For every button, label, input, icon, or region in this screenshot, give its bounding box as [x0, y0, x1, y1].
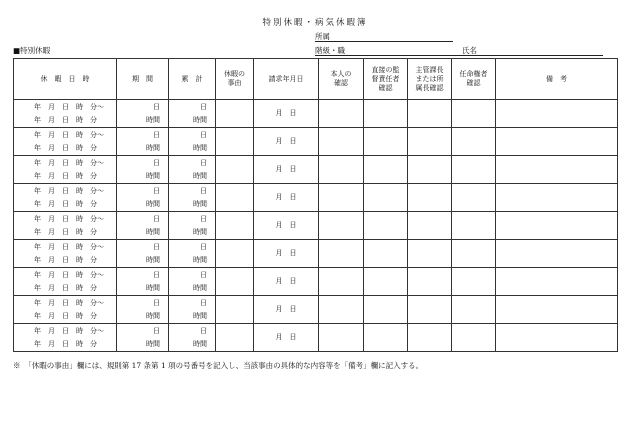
cumulative-cell[interactable]	[169, 296, 216, 324]
footnote: ※ 「休暇の事由」欄には、規則第 17 条第 1 項の号番号を記入し、当該事由の具体的な内容等を「備考」欄に記入する。	[13, 361, 424, 370]
manager-confirm-cell[interactable]	[408, 296, 452, 324]
end-datetime: 年 月 日 時 分	[34, 143, 97, 152]
header-line: 任命権者	[459, 70, 488, 78]
request-date-cell[interactable]: 月 日	[254, 184, 319, 212]
header-period	[117, 59, 169, 100]
appointer-confirm-cell[interactable]	[452, 296, 496, 324]
end-datetime: 年 月 日 時 分	[34, 171, 97, 180]
cumulative-hours-unit: 時間	[193, 283, 207, 292]
end-datetime: 年 月 日 時 分	[34, 115, 97, 124]
cumulative-days-unit: 日	[200, 270, 207, 279]
period-hours-unit: 時間	[146, 143, 160, 152]
cumulative-hours-unit: 時間	[193, 255, 207, 264]
manager-confirm-cell[interactable]	[408, 212, 452, 240]
remarks-cell[interactable]	[496, 268, 618, 296]
supervisor-confirm-cell[interactable]	[364, 240, 408, 268]
cumulative-days-unit: 日	[200, 242, 207, 251]
header-appointer-confirm	[452, 59, 496, 100]
table-row	[14, 128, 618, 156]
end-datetime: 年 月 日 時 分	[34, 283, 97, 292]
self-confirm-cell[interactable]	[319, 100, 364, 128]
period-cell[interactable]	[117, 100, 169, 128]
request-date-cell[interactable]: 月 日	[254, 296, 319, 324]
period-cell[interactable]	[117, 240, 169, 268]
header-line: 確認	[334, 79, 348, 87]
appointer-confirm-cell[interactable]	[452, 324, 496, 352]
start-datetime: 年 月 日 時 分～	[34, 270, 104, 279]
cumulative-cell[interactable]	[169, 324, 216, 352]
reason-cell[interactable]	[216, 268, 254, 296]
section-label: ■特別休暇	[13, 46, 51, 55]
supervisor-confirm-cell[interactable]	[364, 212, 408, 240]
header-line: 累 計	[181, 74, 203, 83]
cumulative-days-unit: 日	[200, 214, 207, 223]
period-days-unit: 日	[153, 242, 160, 251]
start-datetime: 年 月 日 時 分～	[34, 242, 104, 251]
period-cell[interactable]	[117, 128, 169, 156]
reason-cell[interactable]	[216, 184, 254, 212]
end-datetime: 年 月 日 時 分	[34, 339, 97, 348]
end-datetime: 年 月 日 時 分	[34, 199, 97, 208]
leave-datetime-cell[interactable]	[14, 296, 117, 324]
table-row	[14, 212, 618, 240]
header-manager-confirm	[408, 59, 452, 100]
start-datetime: 年 月 日 時 分～	[34, 326, 104, 335]
cumulative-cell[interactable]	[169, 184, 216, 212]
cumulative-cell[interactable]	[169, 128, 216, 156]
self-confirm-cell[interactable]	[319, 128, 364, 156]
header-remarks	[496, 59, 618, 100]
manager-confirm-cell[interactable]	[408, 128, 452, 156]
appointer-confirm-cell[interactable]	[452, 212, 496, 240]
reason-cell[interactable]	[216, 212, 254, 240]
header-datetime	[14, 59, 117, 100]
remarks-cell[interactable]	[496, 296, 618, 324]
period-hours-unit: 時間	[146, 199, 160, 208]
period-days-unit: 日	[153, 130, 160, 139]
cumulative-hours-unit: 時間	[193, 115, 207, 124]
period-days-unit: 日	[153, 326, 160, 335]
header-supervisor-confirm	[364, 59, 408, 100]
start-datetime: 年 月 日 時 分～	[34, 158, 104, 167]
table-body	[14, 100, 618, 352]
manager-confirm-cell[interactable]	[408, 324, 452, 352]
remarks-cell[interactable]	[496, 240, 618, 268]
request-date-cell[interactable]: 月 日	[254, 324, 319, 352]
form-title: 特別休暇・病気休暇簿	[262, 18, 368, 28]
cumulative-days-unit: 日	[200, 158, 207, 167]
supervisor-confirm-cell[interactable]	[364, 268, 408, 296]
appointer-confirm-cell[interactable]	[452, 184, 496, 212]
reason-cell[interactable]	[216, 128, 254, 156]
table-row	[14, 268, 618, 296]
cumulative-days-unit: 日	[200, 186, 207, 195]
request-date-cell[interactable]: 月 日	[254, 268, 319, 296]
affiliation-label: 所属	[315, 32, 330, 41]
cumulative-hours-unit: 時間	[193, 339, 207, 348]
leave-datetime-cell[interactable]	[14, 212, 117, 240]
manager-confirm-cell[interactable]	[408, 268, 452, 296]
period-days-unit: 日	[153, 298, 160, 307]
manager-confirm-cell[interactable]	[408, 240, 452, 268]
header-line: 休暇の	[224, 70, 245, 78]
supervisor-confirm-cell[interactable]	[364, 324, 408, 352]
request-date-cell[interactable]: 月 日	[254, 100, 319, 128]
leave-datetime-cell[interactable]	[14, 268, 117, 296]
appointer-confirm-cell[interactable]	[452, 156, 496, 184]
period-hours-unit: 時間	[146, 311, 160, 320]
affiliation-field-line	[315, 41, 453, 42]
manager-confirm-cell[interactable]	[408, 184, 452, 212]
start-datetime: 年 月 日 時 分～	[34, 130, 104, 139]
period-hours-unit: 時間	[146, 227, 160, 236]
table-row	[14, 296, 618, 324]
period-days-unit: 日	[153, 270, 160, 279]
request-date-cell[interactable]: 月 日	[254, 156, 319, 184]
cumulative-cell[interactable]	[169, 240, 216, 268]
remarks-cell[interactable]	[496, 184, 618, 212]
name-label: 氏名	[462, 46, 477, 55]
header-reason	[216, 59, 254, 100]
cumulative-days-unit: 日	[200, 298, 207, 307]
period-days-unit: 日	[153, 186, 160, 195]
period-cell[interactable]	[117, 184, 169, 212]
remarks-cell[interactable]	[496, 100, 618, 128]
appointer-confirm-cell[interactable]	[452, 128, 496, 156]
header-line: または所	[415, 74, 444, 83]
request-date-cell[interactable]: 月 日	[254, 240, 319, 268]
cumulative-days-unit: 日	[200, 130, 207, 139]
cumulative-hours-unit: 時間	[193, 199, 207, 208]
period-cell[interactable]	[117, 212, 169, 240]
header-cumulative	[169, 59, 216, 100]
cumulative-hours-unit: 時間	[193, 143, 207, 152]
reason-cell[interactable]	[216, 324, 254, 352]
start-datetime: 年 月 日 時 分～	[34, 214, 104, 223]
header-line: 休 暇 日 時	[40, 74, 90, 83]
supervisor-confirm-cell[interactable]	[364, 100, 408, 128]
leave-datetime-cell[interactable]	[14, 240, 117, 268]
self-confirm-cell[interactable]	[319, 268, 364, 296]
header-line: 属長確認	[415, 83, 444, 92]
period-cell[interactable]	[117, 156, 169, 184]
header-line: 主管課長	[415, 65, 444, 74]
end-datetime: 年 月 日 時 分	[34, 255, 97, 264]
header-line: 期 間	[132, 74, 153, 83]
remarks-cell[interactable]	[496, 156, 618, 184]
supervisor-confirm-cell[interactable]	[364, 128, 408, 156]
cumulative-hours-unit: 時間	[193, 311, 207, 320]
manager-confirm-cell[interactable]	[408, 100, 452, 128]
header-line: 確認	[466, 79, 481, 87]
cumulative-cell[interactable]	[169, 100, 216, 128]
cumulative-cell[interactable]	[169, 156, 216, 184]
cumulative-cell[interactable]	[169, 268, 216, 296]
table-row	[14, 184, 618, 212]
manager-confirm-cell[interactable]	[408, 156, 452, 184]
leave-datetime-cell[interactable]	[14, 156, 117, 184]
leave-datetime-cell[interactable]	[14, 184, 117, 212]
cumulative-cell[interactable]	[169, 212, 216, 240]
self-confirm-cell[interactable]	[319, 296, 364, 324]
period-cell[interactable]	[117, 296, 169, 324]
period-days-unit: 日	[153, 214, 160, 223]
period-hours-unit: 時間	[146, 171, 160, 180]
header-line: 事由	[227, 79, 242, 87]
header-line: 確認	[378, 83, 393, 92]
reason-cell[interactable]	[216, 100, 254, 128]
start-datetime: 年 月 日 時 分～	[34, 102, 104, 111]
request-date-cell[interactable]: 月 日	[254, 128, 319, 156]
header-line: 督責任者	[371, 74, 400, 83]
remarks-cell[interactable]	[496, 324, 618, 352]
period-days-unit: 日	[153, 158, 160, 167]
period-hours-unit: 時間	[146, 339, 160, 348]
reason-cell[interactable]	[216, 240, 254, 268]
period-hours-unit: 時間	[146, 283, 160, 292]
cumulative-hours-unit: 時間	[193, 227, 207, 236]
supervisor-confirm-cell[interactable]	[364, 296, 408, 324]
table-row	[14, 324, 618, 352]
cumulative-hours-unit: 時間	[193, 171, 207, 180]
header-line: 直接の監	[371, 65, 400, 74]
header-request-date	[254, 59, 319, 100]
self-confirm-cell[interactable]	[319, 184, 364, 212]
rank-name-field-line	[315, 55, 603, 56]
appointer-confirm-cell[interactable]	[452, 240, 496, 268]
table-row	[14, 156, 618, 184]
reason-cell[interactable]	[216, 296, 254, 324]
end-datetime: 年 月 日 時 分	[34, 311, 97, 320]
period-hours-unit: 時間	[146, 115, 160, 124]
leave-datetime-cell[interactable]	[14, 128, 117, 156]
end-datetime: 年 月 日 時 分	[34, 227, 97, 236]
appointer-confirm-cell[interactable]	[452, 268, 496, 296]
reason-cell[interactable]	[216, 156, 254, 184]
header-line: 請求年月日	[268, 74, 304, 83]
self-confirm-cell[interactable]	[319, 212, 364, 240]
table-header-row	[14, 59, 618, 100]
period-hours-unit: 時間	[146, 255, 160, 264]
cumulative-days-unit: 日	[200, 326, 207, 335]
remarks-cell[interactable]	[496, 128, 618, 156]
supervisor-confirm-cell[interactable]	[364, 184, 408, 212]
start-datetime: 年 月 日 時 分～	[34, 298, 104, 307]
self-confirm-cell[interactable]	[319, 156, 364, 184]
leave-datetime-cell[interactable]	[14, 100, 117, 128]
cumulative-days-unit: 日	[200, 102, 207, 111]
period-days-unit: 日	[153, 102, 160, 111]
header-line: 本人の	[330, 70, 352, 78]
self-confirm-cell[interactable]	[319, 240, 364, 268]
leave-ledger-table	[13, 58, 618, 352]
header-line: 備 考	[546, 74, 567, 83]
period-cell[interactable]	[117, 324, 169, 352]
request-date-cell[interactable]: 月 日	[254, 212, 319, 240]
appointer-confirm-cell[interactable]	[452, 100, 496, 128]
self-confirm-cell[interactable]	[319, 324, 364, 352]
leave-datetime-cell[interactable]	[14, 324, 117, 352]
table-row	[14, 240, 618, 268]
start-datetime: 年 月 日 時 分～	[34, 186, 104, 195]
supervisor-confirm-cell[interactable]	[364, 156, 408, 184]
period-cell[interactable]	[117, 268, 169, 296]
remarks-cell[interactable]	[496, 212, 618, 240]
table-row	[14, 100, 618, 128]
header-self-confirm	[319, 59, 364, 100]
rank-label: 階級・職	[315, 46, 345, 55]
